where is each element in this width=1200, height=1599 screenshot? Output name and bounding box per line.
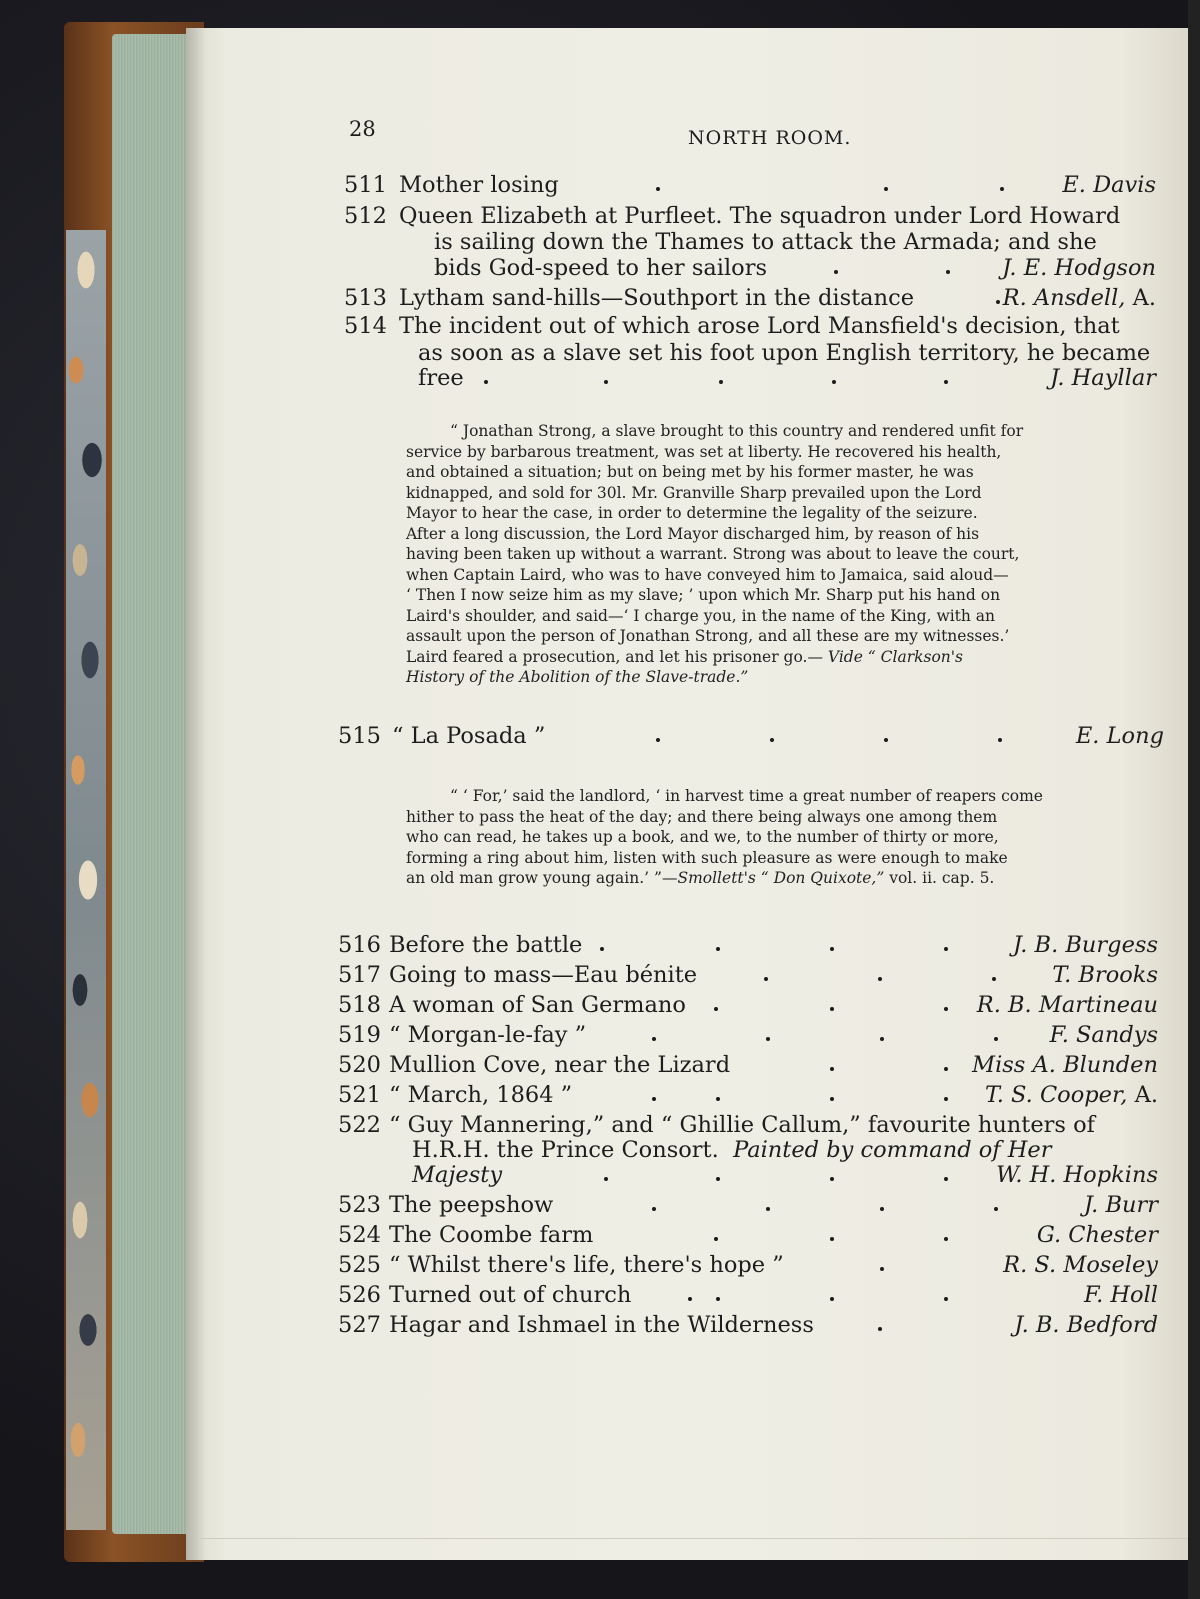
entry-artist: E. Long <box>1075 723 1164 749</box>
leader-dots <box>644 1192 1014 1218</box>
entry-artist <box>985 1082 1158 1108</box>
entry-artist: R. B. Martineau <box>976 992 1158 1018</box>
entry-title: Queen Elizabeth at Purfleet. The squadron under Lord Howard <box>399 203 1121 229</box>
entry-title: Mother losing <box>399 172 559 198</box>
entry-artist: F. Sandys <box>1049 1022 1158 1048</box>
entry-number: 527 <box>338 1312 381 1338</box>
quote-line: forming a ring about him, listen with such pleasure as were enough to make <box>406 848 1008 867</box>
entry-title: Turned out of church <box>389 1282 632 1308</box>
entry-title: “ La Posada ” <box>392 723 546 749</box>
leader-dots <box>644 255 1014 281</box>
quote-line <box>406 868 1088 889</box>
entry-number: 515 <box>338 723 381 749</box>
quote-line: “ ‘ For,’ said the landlord, ‘ in harvest time a great number of reapers come <box>450 787 1043 805</box>
entry-title-continued: free <box>418 365 464 391</box>
quote-line: Mayor to hear the case, in order to determine the legality of the seizure. <box>406 504 978 522</box>
leader-dots <box>644 1252 1014 1278</box>
entry-number: 516 <box>338 932 381 958</box>
entry-title: “ Whilst there's life, there's hope ” <box>389 1252 784 1278</box>
entry-title: The incident out of which arose Lord Mansfield's decision, that <box>399 313 1120 339</box>
leader-dots <box>644 172 1014 198</box>
entry-number: 525 <box>338 1252 381 1278</box>
leader-dots <box>644 1312 1014 1338</box>
entry-number: 526 <box>338 1282 381 1308</box>
entry-number: 519 <box>338 1022 381 1048</box>
entry-title: The peepshow <box>389 1192 554 1218</box>
entry-artist: E. Davis <box>1062 172 1156 198</box>
quote-line: ‘ Then I now seize him as my slave; ’ upon which Mr. Sharp put his hand on <box>406 586 1001 604</box>
entry-title: “ March, 1864 ” <box>389 1082 573 1108</box>
entry-number: 514 <box>344 313 387 339</box>
leader-dots <box>644 285 1014 311</box>
running-head: NORTH ROOM. <box>688 127 852 149</box>
entry-title: “ Guy Mannering,” and “ Ghillie Callum,” favourite hunters of <box>389 1112 1095 1138</box>
entry-artist: J. E. Hodgson <box>1002 255 1156 281</box>
quote-text: Laird feared a prosecution, and let his prisoner go.— <box>406 647 823 666</box>
leader-dots <box>644 992 1014 1018</box>
quote-line <box>406 647 1088 668</box>
leader-dots <box>644 723 1014 749</box>
entry-number: 511 <box>344 172 387 198</box>
quote-text: an old man grow young again.’ ”— <box>406 869 678 887</box>
leader-dots <box>644 932 1014 958</box>
artist-name: T. S. Cooper, <box>985 1082 1128 1108</box>
quote-source: History of the Abolition of the Slave-trade.” <box>406 668 749 686</box>
catalogue-entry <box>344 203 1164 283</box>
title-italic: Painted by command of Her <box>733 1137 1052 1163</box>
entry-title-continued: as soon as a slave set his foot upon English territory, he became <box>418 340 1151 366</box>
quote-line: Laird's shoulder, and said—‘ I charge you, in the name of the King, with an <box>406 606 996 625</box>
entry-artist: F. Holl <box>1084 1282 1158 1308</box>
quote-line: “ Jonathan Strong, a slave brought to this country and rendered unfit for <box>450 422 1024 440</box>
entry-title: Lytham sand-hills—Southport in the distance <box>399 285 915 311</box>
artist-suffix: A. <box>1125 285 1156 311</box>
entry-number: 513 <box>344 285 387 311</box>
leader-dots <box>474 365 1034 391</box>
quote-line: kidnapped, and sold for 30l. Mr. Granville Sharp prevailed upon the Lord <box>406 483 982 502</box>
entry-artist: G. Chester <box>1036 1222 1158 1248</box>
catalogue-entry <box>344 313 1164 393</box>
entry-number: 523 <box>338 1192 381 1218</box>
entry-title-continued: is sailing down the Thames to attack the Armada; and she <box>434 229 1097 255</box>
entry-number: 518 <box>338 992 381 1018</box>
catalogue-entry <box>338 1112 1164 1192</box>
leader-dots <box>644 962 1014 988</box>
entry-title: A woman of San Germano <box>389 992 686 1018</box>
quote-line: service by barbarous treatment, was set at liberty. He recovered his health, <box>406 442 1002 461</box>
entry-number: 512 <box>344 203 387 229</box>
quote-line: hither to pass the heat of the day; and there being always one among them <box>406 807 998 826</box>
entry-title: Mullion Cove, near the Lizard <box>389 1052 731 1078</box>
entry-title-continued: Majesty <box>412 1162 503 1188</box>
entry-artist: J. Hayllar <box>1050 365 1156 391</box>
entry-artist: Miss A. Blunden <box>972 1052 1158 1078</box>
entry-artist <box>1003 285 1156 311</box>
entry-number: 524 <box>338 1222 381 1248</box>
entry-title: The Coombe farm <box>389 1222 594 1248</box>
entry-artist: J. B. Bedford <box>1014 1312 1158 1338</box>
entry-title: “ Morgan-le-fay ” <box>389 1022 587 1048</box>
quotation-don-quixote <box>406 786 1088 889</box>
artist-name: R. Ansdell, <box>1002 285 1126 311</box>
quotation-jonathan-strong <box>406 421 1088 688</box>
title-text: H.R.H. the Prince Consort. <box>412 1137 719 1163</box>
entry-artist: R. S. Moseley <box>1003 1252 1158 1278</box>
leader-dots <box>644 1082 1014 1108</box>
entry-artist: J. Burr <box>1083 1192 1158 1218</box>
entry-title: Going to mass—Eau bénite <box>389 962 698 988</box>
leader-dots <box>644 1222 1014 1248</box>
quote-source: Smollett's “ Don Quixote,” <box>677 869 885 887</box>
entry-title-continued: bids God-speed to her sailors <box>434 255 768 281</box>
entry-artist: J. B. Burgess <box>1012 932 1158 958</box>
quote-line: assault upon the person of Jonathan Strong, and all these are my witnesses.’ <box>406 627 1010 645</box>
quote-line: having been taken up without a warrant. Strong was about to leave the court, <box>406 545 1020 563</box>
leader-dots <box>644 1162 1014 1188</box>
page-number: 28 <box>349 117 376 141</box>
quote-vide: Vide “ Clarkson's <box>827 647 964 666</box>
entry-number: 517 <box>338 962 381 988</box>
quote-line: and obtained a situation; but on being met by his former master, he was <box>406 463 974 481</box>
entry-title-continued <box>412 1137 1051 1163</box>
quote-line: who can read, he takes up a book, and we, to the number of thirty or more, <box>406 828 999 846</box>
leader-dots <box>644 1282 1014 1308</box>
entry-number: 522 <box>338 1112 381 1138</box>
quote-line: After a long discussion, the Lord Mayor discharged him, by reason of his <box>406 524 980 543</box>
entry-title: Hagar and Ishmael in the Wilderness <box>389 1312 814 1338</box>
leader-dots <box>644 1022 1014 1048</box>
leader-dots <box>644 1052 1014 1078</box>
artist-suffix: A. <box>1127 1082 1158 1108</box>
entry-number: 521 <box>338 1082 381 1108</box>
entry-artist: W. H. Hopkins <box>996 1162 1158 1188</box>
entry-artist: T. Brooks <box>1052 962 1158 988</box>
entry-number: 520 <box>338 1052 381 1078</box>
entry-title: Before the battle <box>389 932 583 958</box>
quote-source-tail: vol. ii. cap. 5. <box>884 869 995 887</box>
quote-line: when Captain Laird, who was to have conveyed him to Jamaica, said aloud— <box>406 565 1009 584</box>
